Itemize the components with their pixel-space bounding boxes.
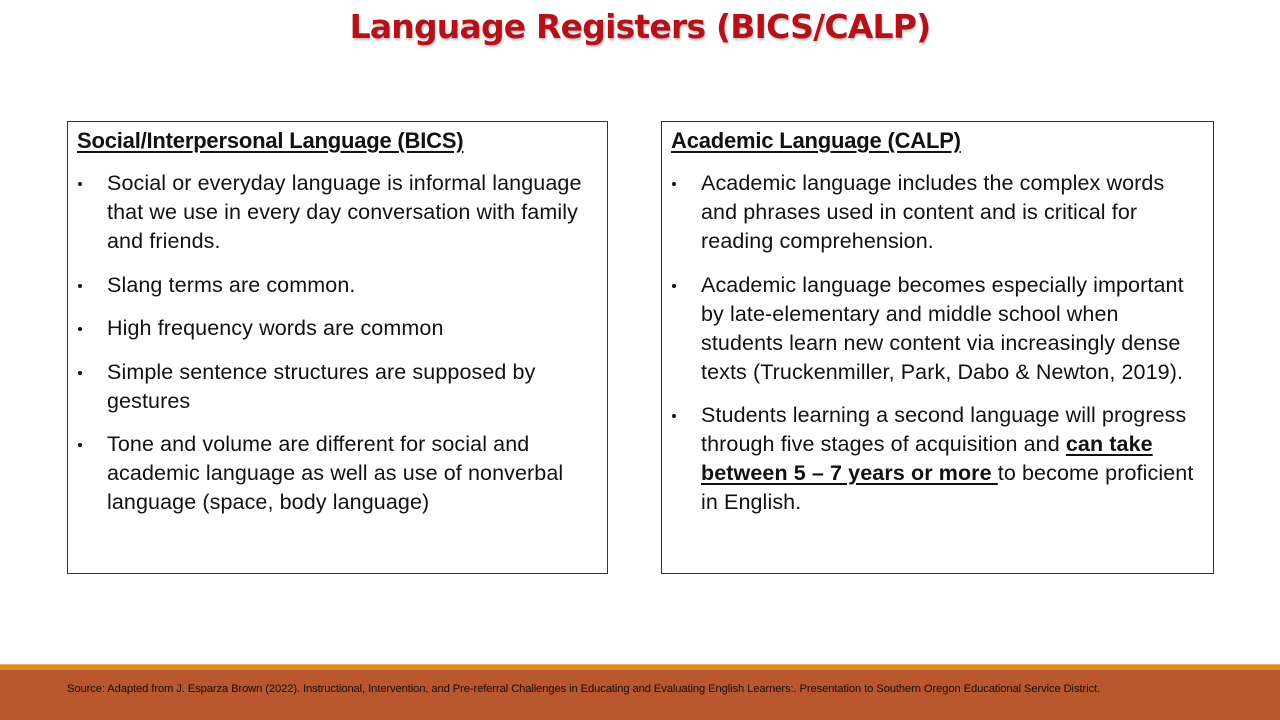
- calp-panel: [661, 121, 1214, 574]
- calp-bullet-list: [662, 169, 1213, 517]
- bullet-item: [662, 271, 1213, 387]
- emphasized-duration: can take between 5 – 7 years or more: [701, 432, 1153, 485]
- bullet-item: [662, 401, 1213, 517]
- bullet-text-end: to become proficient in English.: [701, 461, 1194, 514]
- bullet-text: Simple sentence structures are supposed by gestures: [107, 359, 536, 413]
- bullet-item: [68, 430, 607, 517]
- bics-heading: Social/Interpersonal Language (BICS): [77, 128, 464, 153]
- bullet-item: [68, 314, 607, 343]
- bullet-text: Slang terms are common.: [107, 272, 356, 297]
- bics-panel: [67, 121, 608, 574]
- calp-heading: Academic Language (CALP): [671, 128, 961, 153]
- bics-bullet-list: [68, 169, 607, 517]
- bullet-dot-icon: [78, 443, 82, 447]
- bullet-text: Academic language becomes especially important by late-elementary and middle school when students learn new content via increasingly dense texts (Truckenmiller, Park, Dabo & Newton, 2019).: [701, 272, 1184, 384]
- slide-title: Language Registers (BICS/CALP): [349, 7, 931, 46]
- bullet-dot-icon: [672, 182, 676, 186]
- footer-band: [0, 670, 1280, 720]
- bullet-text-start: Students learning a second language will progress through five stages of acquisition and: [701, 403, 1187, 456]
- bullet-dot-icon: [672, 414, 676, 418]
- bullet-dot-icon: [672, 284, 676, 288]
- bullet-dot-icon: [78, 182, 82, 186]
- bullet-text: Social or everyday language is informal language that we use in every day conversation with family and friends.: [107, 171, 582, 253]
- bullet-dot-icon: [78, 284, 82, 288]
- bullet-dot-icon: [78, 371, 82, 375]
- bullet-item: [68, 358, 607, 416]
- bullet-item: [662, 169, 1213, 256]
- bullet-text: High frequency words are common: [107, 316, 444, 340]
- bullet-item: [68, 169, 607, 256]
- bullet-text: Tone and volume are different for social and academic language as well as use of nonverbal language (space, body language): [107, 432, 564, 514]
- source-citation: Source: Adapted from J. Esparza Brown (2022). Instructional, Intervention, and Pre-referral Challenges in Educating and Evaluating English Learners:. Presentation to Southern Oregon Educational Service District.: [67, 683, 1100, 695]
- bullet-item: [68, 271, 607, 300]
- bullet-dot-icon: [78, 327, 82, 331]
- bullet-text: Academic language includes the complex words and phrases used in content and is critical for reading comprehension.: [701, 171, 1165, 253]
